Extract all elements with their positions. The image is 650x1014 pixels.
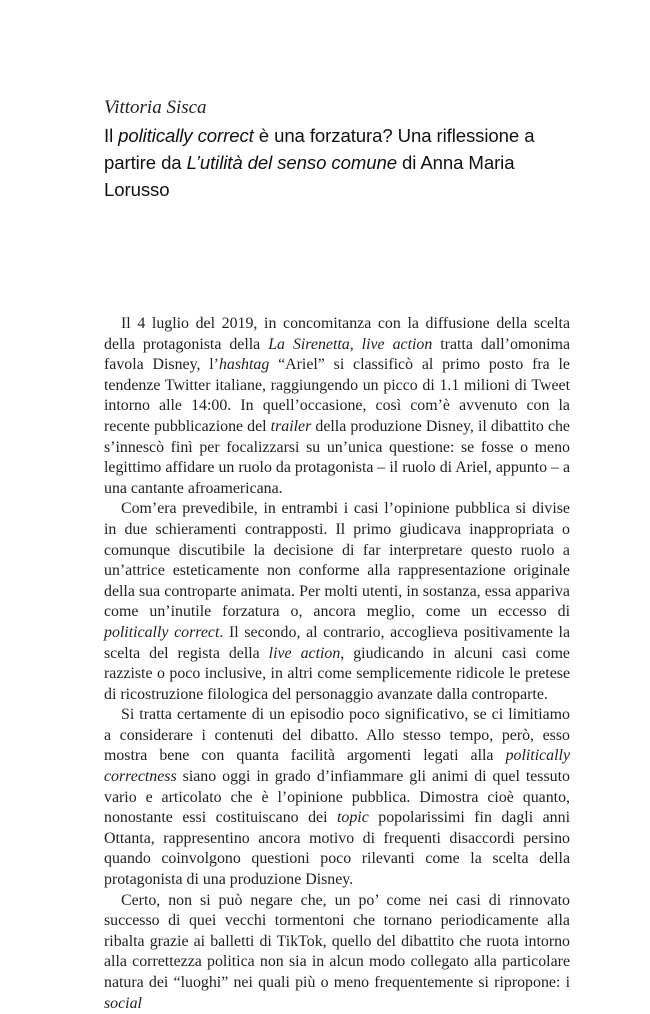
italic-term: live action: [361, 335, 433, 353]
article-title: [104, 122, 584, 203]
paragraph-text: Il 4 luglio del 2019, in concomitanza con la diffusione della scelta della protagonista della: [104, 315, 570, 353]
italic-term: social: [104, 994, 142, 1012]
paragraph-text: ,: [349, 335, 362, 353]
italic-term: politically correctness: [104, 747, 570, 786]
paragraph-text: della produzione Disney, il dibattito che s’innescò finì per focalizzarsi su un’unica questione: se fosse o meno legittimo affidare un ruolo da protagonista – il ruolo di Ariel, appunto – a una cantante afroamericana.: [104, 417, 570, 497]
italic-term: topic: [336, 809, 369, 827]
paragraph-text: “Ariel” si classificò al primo posto fra le tendenze Twitter italiane, raggiungendo un picco di 1.1 milioni di Tweet intorno alle 14:00. In quell’occasione, così com’è avvenuto con la recente pubblicazione del: [104, 356, 570, 435]
paragraph-text: popolarissimi fin dagli anni Ottanta, rappresentino ancora motivo di frequenti disaccordi persino quando coinvolgono questioni poco rilevanti come la scelta della protagonista di una produzione Disney.: [104, 809, 570, 889]
italic-term: politically correct: [104, 623, 220, 641]
paragraph-text: siano oggi in grado d’infiammare gli animi di quel tessuto vario e articolato che è l’opinione pubblica. Dimostra cioè quanto, nonostante essi costituiscano dei: [104, 768, 570, 827]
body-paragraph: [104, 705, 570, 890]
paragraph-text: Com’era prevedibile, in entrambi i casi l’opinione pubblica si divise in due schieramenti contrapposti. Il primo giudicava inappropriata o comunque discutibile la decisione di far interpretare questo ruolo a un’attrice esteticamente non conforme alla rappresentazione originale della sua controparte animata. Per molti utenti, in sostanza, essa appariva come un’inutile forzatura o, ancora meglio, come un eccesso di: [104, 500, 570, 621]
title-text: Il: [104, 125, 119, 146]
title-book-name: L’utilità del senso comune: [186, 152, 397, 173]
paragraph-text: , giudicando in alcuni casi come razziste o poco inclusive, in altri come semplicemente ridicole le pretese di ricostruzione filologica del personaggio avanzate dalla controparte.: [104, 644, 570, 703]
italic-term: live action: [268, 644, 341, 662]
paragraph-text: Certo, non si può negare che, un po’ come nei casi di rinnovato successo di quei vecchi tormentoni che tornano periodicamente alla ribalta grazie ai balletti di TikTok, quello del dibattito che ruota intorno alla correttezza politica non sia in alcun modo collegato alla particolare natura dei “luoghi” nei quali più o meno frequentemente si ripropone: i: [104, 891, 570, 991]
paragraph-text: tratta dall’omonima favola Disney, l’: [104, 335, 571, 374]
article-body: [104, 314, 570, 1014]
body-paragraph: [104, 499, 570, 705]
body-paragraph: [104, 891, 570, 1014]
paragraph-text: Si tratta certamente di un episodio poco significativo, se ci limitiamo a considerare i contenuti del dibatto. Allo stesso tempo, però, esso mostra bene con quanta facilità argomenti legati alla: [104, 706, 570, 765]
italic-term: La Sirenetta: [268, 335, 350, 353]
title-text: è una forzatura? Una riflessione a partire da: [104, 125, 535, 173]
title-italic-term: politically correct: [118, 125, 254, 146]
italic-term: trailer: [270, 417, 312, 435]
body-paragraph: [104, 314, 570, 499]
title-text: di Anna Maria Lorusso: [104, 152, 515, 200]
italic-term: hashtag: [218, 356, 270, 374]
author-name: Vittoria Sisca: [104, 97, 207, 118]
paragraph-text: . Il secondo, al contrario, accoglieva positivamente la scelta del regista della: [104, 623, 571, 662]
